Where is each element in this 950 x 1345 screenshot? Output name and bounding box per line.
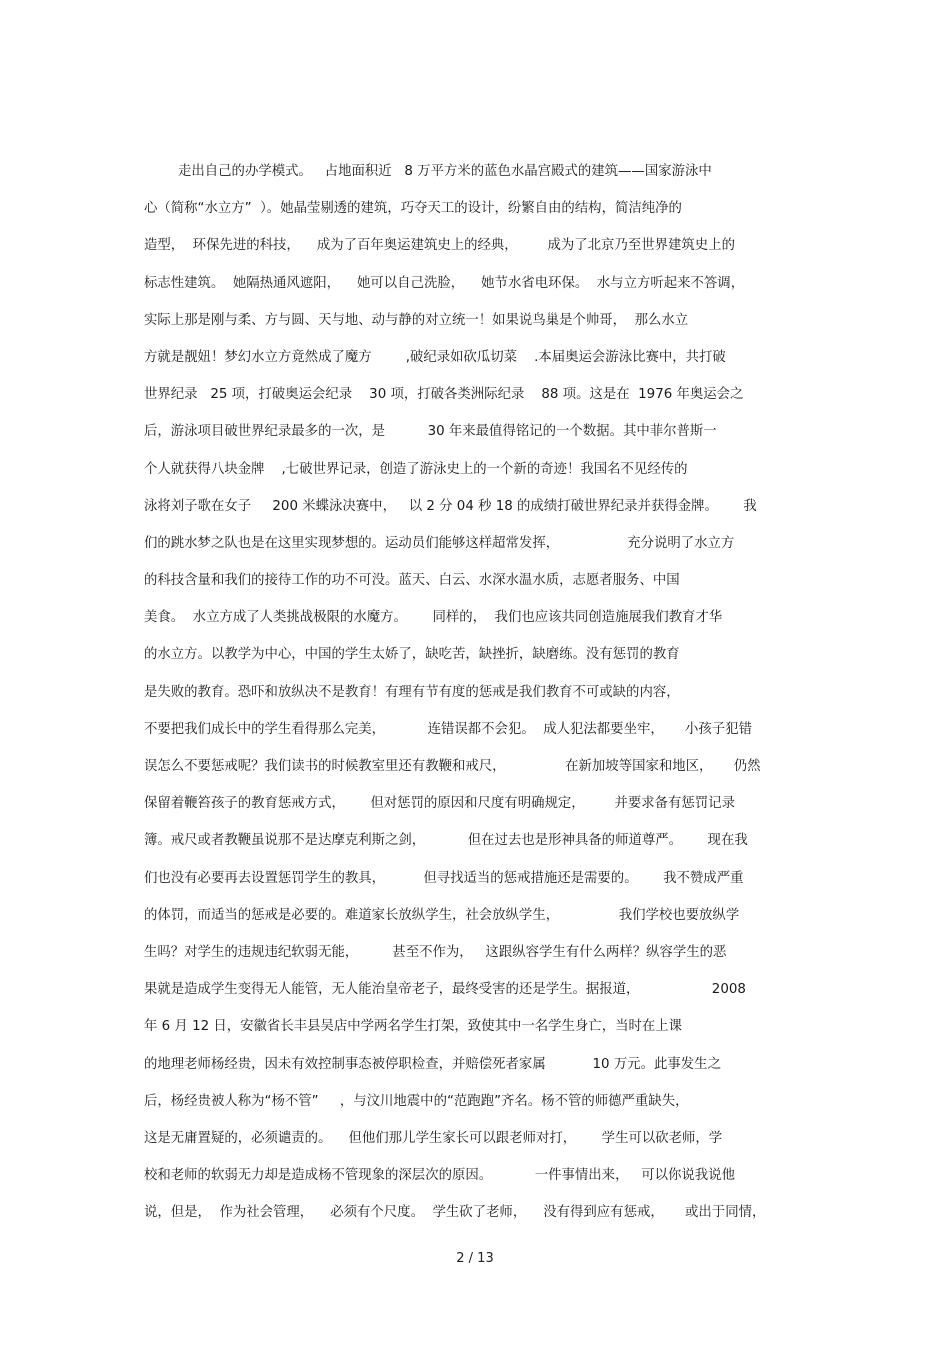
text-line: 后，杨经贵被人称为“杨不管” ，与汶川地震中的“范跑跑”齐名。杨不管的师德严重缺失， xyxy=(144,1093,689,1109)
text-line: 的科技含量和我们的接待工作的功不可没。蓝天、白云、水深水温水质，志愿者服务、中国 xyxy=(144,573,680,589)
text-line: 是失败的教育。恐吓和放纵决不是教育！有理有节有度的惩戒是我们教育不可或缺的内容， xyxy=(144,684,680,700)
text-line: 保留着鞭笞孩子的教育惩戒方式， 但对惩罚的原因和尺度有明确规定， 并要求备有惩罚记录 xyxy=(144,796,735,812)
text-line: 不要把我们成长中的学生看得那么完美， 连错误都不会犯。 成人犯法都要坐牢， 小孩子犯错 xyxy=(144,721,752,737)
text-line: 后，游泳项目破世界纪录最多的一次，是 30 年来最值得铭记的一个数据。其中菲尔普斯一 xyxy=(144,424,717,440)
text-line: 这是无庸置疑的，必须谴责的。 但他们那儿学生家长可以跟老师对打， 学生可以砍老师，学 xyxy=(144,1130,723,1146)
text-line: 生吗？对学生的违规违纪软弱无能， 甚至不作为， 这跟纵容学生有什么两样？纵容学生的恶 xyxy=(144,944,727,960)
text-line: 误怎么不要惩戒呢？我们读书的时候教室里还有教鞭和戒尺， 在新加坡等国家和地区， 仍然 xyxy=(144,759,761,774)
text-line: 说，但是， 作为社会管理， 必须有个尺度。 学生砍了老师， 没有得到应有惩戒， 或出于同情， xyxy=(144,1205,766,1221)
text-line: 实际上那是刚与柔、方与圆、天与地、动与静的对立统一！如果说鸟巢是个帅哥， 那么水立 xyxy=(144,312,689,328)
text-line: 簿。戒尺或者教鞭虽说那不是达摩克利斯之剑， 但在过去也是形神具备的师道尊严。 现在我 xyxy=(144,833,748,849)
text-line: 的地理老师杨经贵，因未有效控制事态被停职检查，并赔偿死者家属 10 万元。此事发生之 xyxy=(144,1056,721,1072)
text-line: 美食。 水立方成了人类挑战极限的水魔方。 同样的， 我们也应该共同创造施展我们教育才华 xyxy=(144,610,723,626)
text-line: 年 6 月 12 日，安徽省长丰县吴店中学两名学生打架，致使其中一名学生身亡，当时在上课 xyxy=(144,1019,683,1035)
text-line: 造型， 环保先进的科技， 成为了百年奥运建筑史上的经典， 成为了北京乃至世界建筑史上的 xyxy=(144,238,735,254)
text-line: 校和老师的软弱无力却是造成杨不管现象的深层次的原因。 一件事情出来， 可以你说我说他 xyxy=(144,1168,735,1184)
text-line: 的体罚，而适当的惩戒是必要的。难道家长放纵学生，社会放纵学生， 我们学校也要放纵学 xyxy=(144,907,740,923)
text-line: 们的跳水梦之队也是在这里实现梦想的。运动员们能够这样超常发挥， 充分说明了水立方 xyxy=(144,535,735,551)
page-number: 2 / 13 xyxy=(456,1251,494,1266)
body-text xyxy=(144,160,806,1238)
text-line: 走出自己的办学模式。 占地面积近 8 万平方米的蓝色水晶宫殿式的建筑——国家游泳中 xyxy=(178,164,712,179)
text-line: 世界纪录 25 项，打破奥运会纪录 30 项，打破各类洲际纪录 88 项。这是在 1976 年奥运会之 xyxy=(144,387,744,403)
text-line: 们也没有必要再去设置惩罚学生的教具， 但寻找适当的惩戒措施还是需要的。 我不赞成严重 xyxy=(144,870,744,886)
text-line: 方就是靓妞！梦幻水立方竟然成了魔方 ,破纪录如砍瓜切菜 .本届奥运会游泳比赛中，共打破 xyxy=(144,349,726,365)
text-line: 的水立方。以教学为中心，中国的学生太娇了，缺吃苦，缺挫折，缺磨练。没有惩罚的教育 xyxy=(144,647,680,663)
text-line: 个人就获得八块金牌 ,七破世界记录，创造了游泳史上的一个新的奇迹！我国名不见经传的 xyxy=(144,461,688,477)
text-line: 标志性建筑。 她隔热通风遮阳， 她可以自己洗脸， 她节水省电环保。 水与立方听起来不答调， xyxy=(144,275,745,291)
text-line: 泳将刘子歌在女子 200 米蝶泳决赛中， 以 2 分 04 秒 18 的成绩打破世界纪录并获得金牌。 我 xyxy=(144,498,757,514)
text-line: 心（简称“水立方” ）。她晶莹剔透的建筑，巧夺天工的设计，纷繁自由的结构，简洁纯净的 xyxy=(144,201,682,217)
text-line: 果就是造成学生变得无人能管，无人能治皇帝老子，最终受害的还是学生。据报道， 2008 xyxy=(144,982,746,998)
